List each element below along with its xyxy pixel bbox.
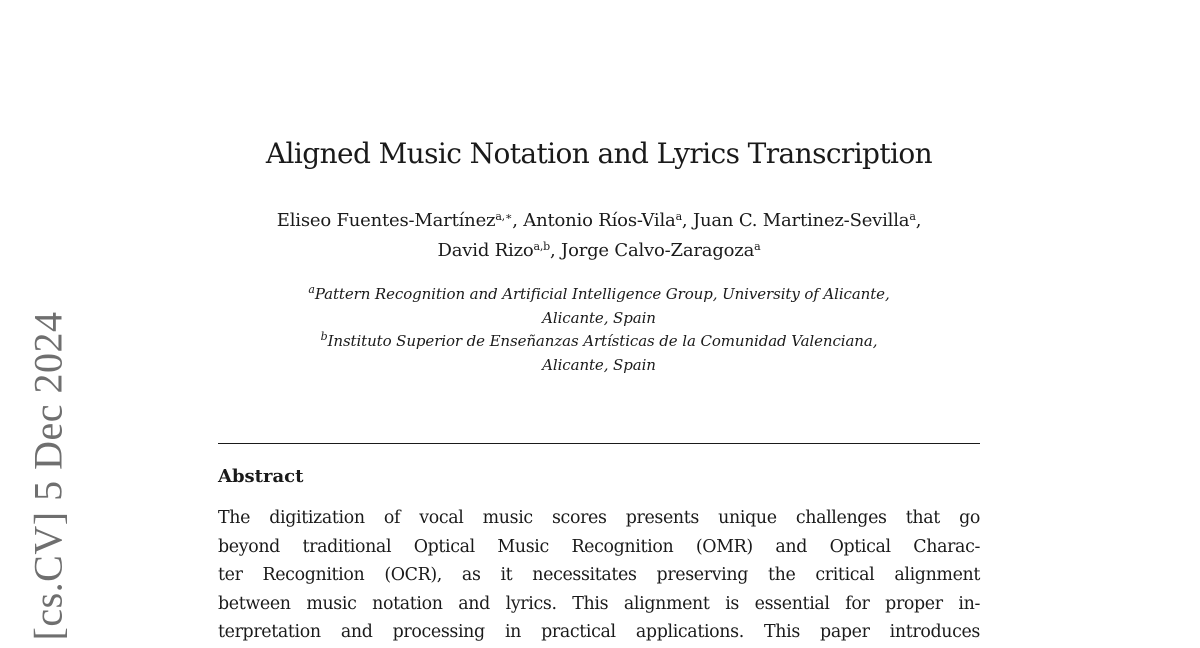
horizontal-rule [218, 443, 980, 444]
abstract-line: terpretation and processing in practical applications. This paper introduces [218, 622, 980, 642]
author-5: Jorge Calvo-Zaragoza$^a$ [561, 240, 761, 261]
affiliation-a: $^a$Pattern Recognition and Artificial Intelligence Group, University of Alicante, Alicante, Spain [308, 283, 890, 327]
affiliation-b: $^b$Instituto Superior de Enseñanzas Artísticas de la Comunidad Valenciana, Alicante, Spain [320, 330, 878, 374]
abstract-line: beyond traditional Optical Music Recognition (OMR) and Optical Charac- [218, 536, 980, 557]
paper-title: Aligned Music Notation and Lyrics Transcription [265, 137, 933, 170]
author-2: Antonio Ríos-Vila$^a$, [523, 210, 693, 231]
arxiv-margin-stamp: [cs.CV] 5 Dec 2024 [25, 311, 71, 641]
author-4: David Rizo$^{a,b}$, [437, 240, 562, 261]
author-3: Juan C. Martinez-Sevilla$^a$, [692, 210, 922, 231]
author-1: Eliseo Fuentes-Martínez$^{a,∗}$, [276, 210, 524, 231]
author-list [218, 206, 980, 266]
abstract-body [218, 504, 980, 647]
abstract-heading: Abstract [218, 466, 304, 487]
abstract-line: ter Recognition (OCR), as it necessitates preserving the critical alignment [218, 565, 980, 585]
abstract-line: The digitization of vocal music scores presents unique challenges that go [218, 508, 980, 528]
abstract-line: between music notation and lyrics. This alignment is essential for proper in- [218, 593, 980, 614]
affiliation-list [218, 283, 980, 377]
